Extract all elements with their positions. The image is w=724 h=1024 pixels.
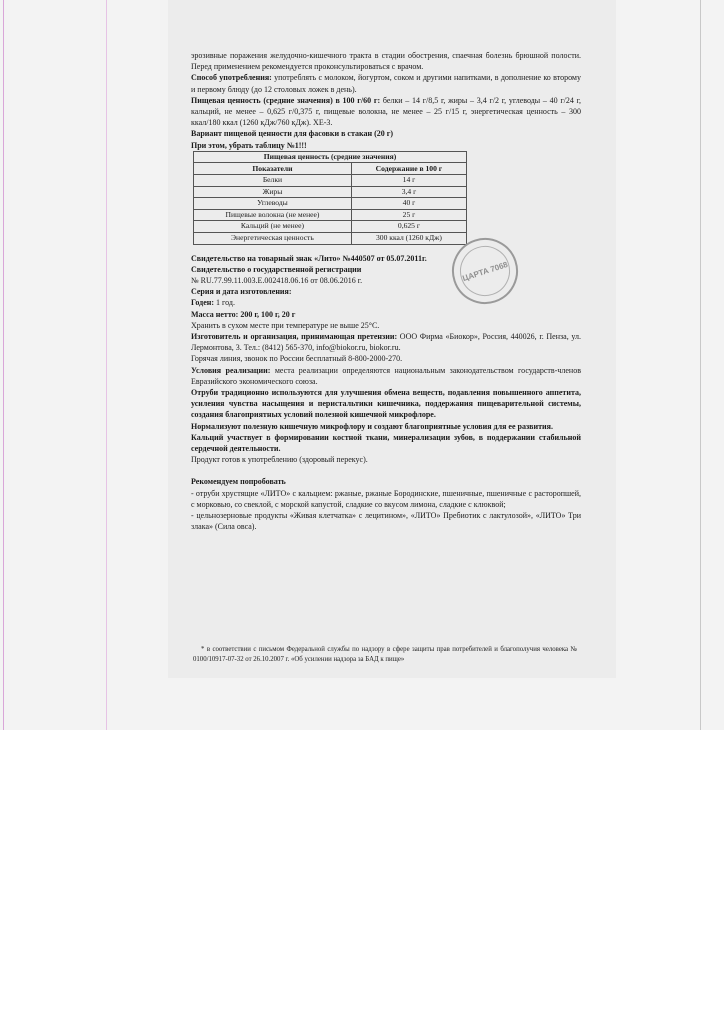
hotline: Горячая линия, звонок по России бесплатный 8-800-2000-270. [191,354,403,364]
table-row [194,232,467,244]
variant-heading: Вариант пищевой ценности для фасовки в стакан (20 г) [191,129,394,139]
sale-conditions-text: места реализации определяются национальным законодательством государств-членов Евразийского экономического союза. [191,365,581,386]
nutrition-paragraph [191,95,581,129]
usage-text: употреблять с молоком, йогуртом, соком и другими напитками, в дополнение ко второму и первому блюду (до 12 столовых ложек в день). [191,73,581,94]
registration-title: Свидетельство о государственной регистрации [191,264,362,274]
table-row [194,209,467,221]
series-date: Серия и дата изготовления: [191,287,292,297]
page-edge-inner [106,0,107,730]
page-edge-right [700,0,701,730]
table-row [194,198,467,210]
row-name: Кальций (не менее) [194,221,352,233]
nutrition-label: Пищевая ценность (средние значения) в 100 г/60 г: [191,95,381,105]
table-row [194,175,467,187]
row-name: Углеводы [194,198,352,210]
row-name: Энергетическая ценность [194,232,352,244]
table-row [194,221,467,233]
net-mass: Масса нетто: 200 г, 100 г, 20 г [191,309,296,319]
nutrition-text: белки – 14 г/8,5 г, жиры – 3,4 г/2 г, углеводы – 40 г/24 г, кальций, не менее – 0,625 г/0,375 г, пищевые волокна, не менее – 25 г/15 г, энергетическая ценность – 300 ккал/180 ккал (1260 кДж/760 кДж). ХЕ-3. [191,95,581,128]
row-value: 3,4 г [351,186,466,198]
trademark-certificate: Свидетельство на товарный знак «Лито» №440507 от 05.07.2011г. [191,253,427,263]
manufacturer-label: Изготовитель и организация, принимающая претензии: [191,332,398,341]
page-edge-left [3,0,4,730]
microflora-note: Нормализуют полезную кишечную микрофлору и создают благоприятные условия для ее развития. [191,421,553,431]
ready-to-eat-note: Продукт готов к употреблению (здоровый перекус). [191,455,368,465]
usage-label: Способ употребления: [191,73,272,83]
recommend-item: - отруби хрустящие «ЛИТО» с кальцием: ржаные, ржаные Бородинские, пшеничные, пшеничные с расторопшей, с морковью, со свеклой, с морской капустой, сладкие со вкусом лимона, сладкие с клюквой; [191,488,581,509]
nutrition-table [193,151,467,245]
shelf-life-paragraph [191,297,581,308]
document-body [191,50,581,532]
stamp-text: ЦАРТА 7068 [461,259,509,283]
calcium-note: Кальций участвует в формировании костной ткани, минерализации зубов, в поддержании стабильной сердечной деятельности. [191,432,581,454]
footnote [193,645,577,664]
row-name: Жиры [194,186,352,198]
shelf-life-text: 1 год. [214,298,235,308]
contraindications-text: эрозивные поражения желудочно-кишечного тракта в стадии обострения, спаечная болезнь брюшной полости. Перед применением рекомендуется проконсультироваться с врачом. [191,51,581,72]
sale-conditions-paragraph [191,365,581,387]
manufacturer-text: ООО Фирма «Биокор», Россия, 440026, г. Пенза, ул. Лермонтова, 3. Тел.: (8412) 565-370, info@biokor.ru, biokor.ru. [191,332,582,353]
storage-conditions: Хранить в сухом месте при температуре не выше 25°С. [191,320,380,330]
registration-number: № RU.77.99.11.003.E.002418.06.16 от 08.06.2016 г. [191,275,363,285]
recommend-title: Рекомендуем попробовать [191,477,286,487]
shelf-life-label: Годен: [191,298,215,308]
row-value: 14 г [351,175,466,187]
recommend-item: - цельнозерновые продукты «Живая клетчатка» с лецитином», «ЛИТО» Пребиотик с лактулозой», «ЛИТО» Три злака» (Сила овса). [191,511,581,532]
row-name: Белки [194,175,352,187]
table-title-row [194,151,467,163]
table-header-row [194,163,467,175]
bran-benefits: Отруби традиционно используются для улучшения обмена веществ, подавления повышенного аппетита, усиления чувства насыщения и перистальтики кишечника, поддержания пищеварительной системы, создания благоприятных условий полезной кишечной микрофлоре. [191,388,581,420]
manufacturer-paragraph [191,331,581,353]
footnote-text: * в соответствии с письмом Федеральной службы по надзору в сфере защиты прав потребителей и благополучия человека № 0100/10917-07-32 от 26.10.2007 г. «Об усилении надзора за БАД к пище» [193,646,577,663]
row-name: Пищевые волокна (не менее) [194,209,352,221]
column-header-indicator: Показатели [194,163,352,175]
column-header-content: Содержание в 100 г [351,163,466,175]
usage-paragraph [191,72,581,94]
table-row [194,186,467,198]
row-value: 0,625 г [351,221,466,233]
row-value: 300 ккал (1260 кДж) [351,232,466,244]
sale-conditions-label: Условия реализации: [191,365,271,375]
row-value: 25 г [351,209,466,221]
spacer [191,465,581,476]
remove-table-note: При этом, убрать таблицу №1!!! [191,140,307,150]
table-title: Пищевая ценность (средние значения) [194,151,467,163]
row-value: 40 г [351,198,466,210]
